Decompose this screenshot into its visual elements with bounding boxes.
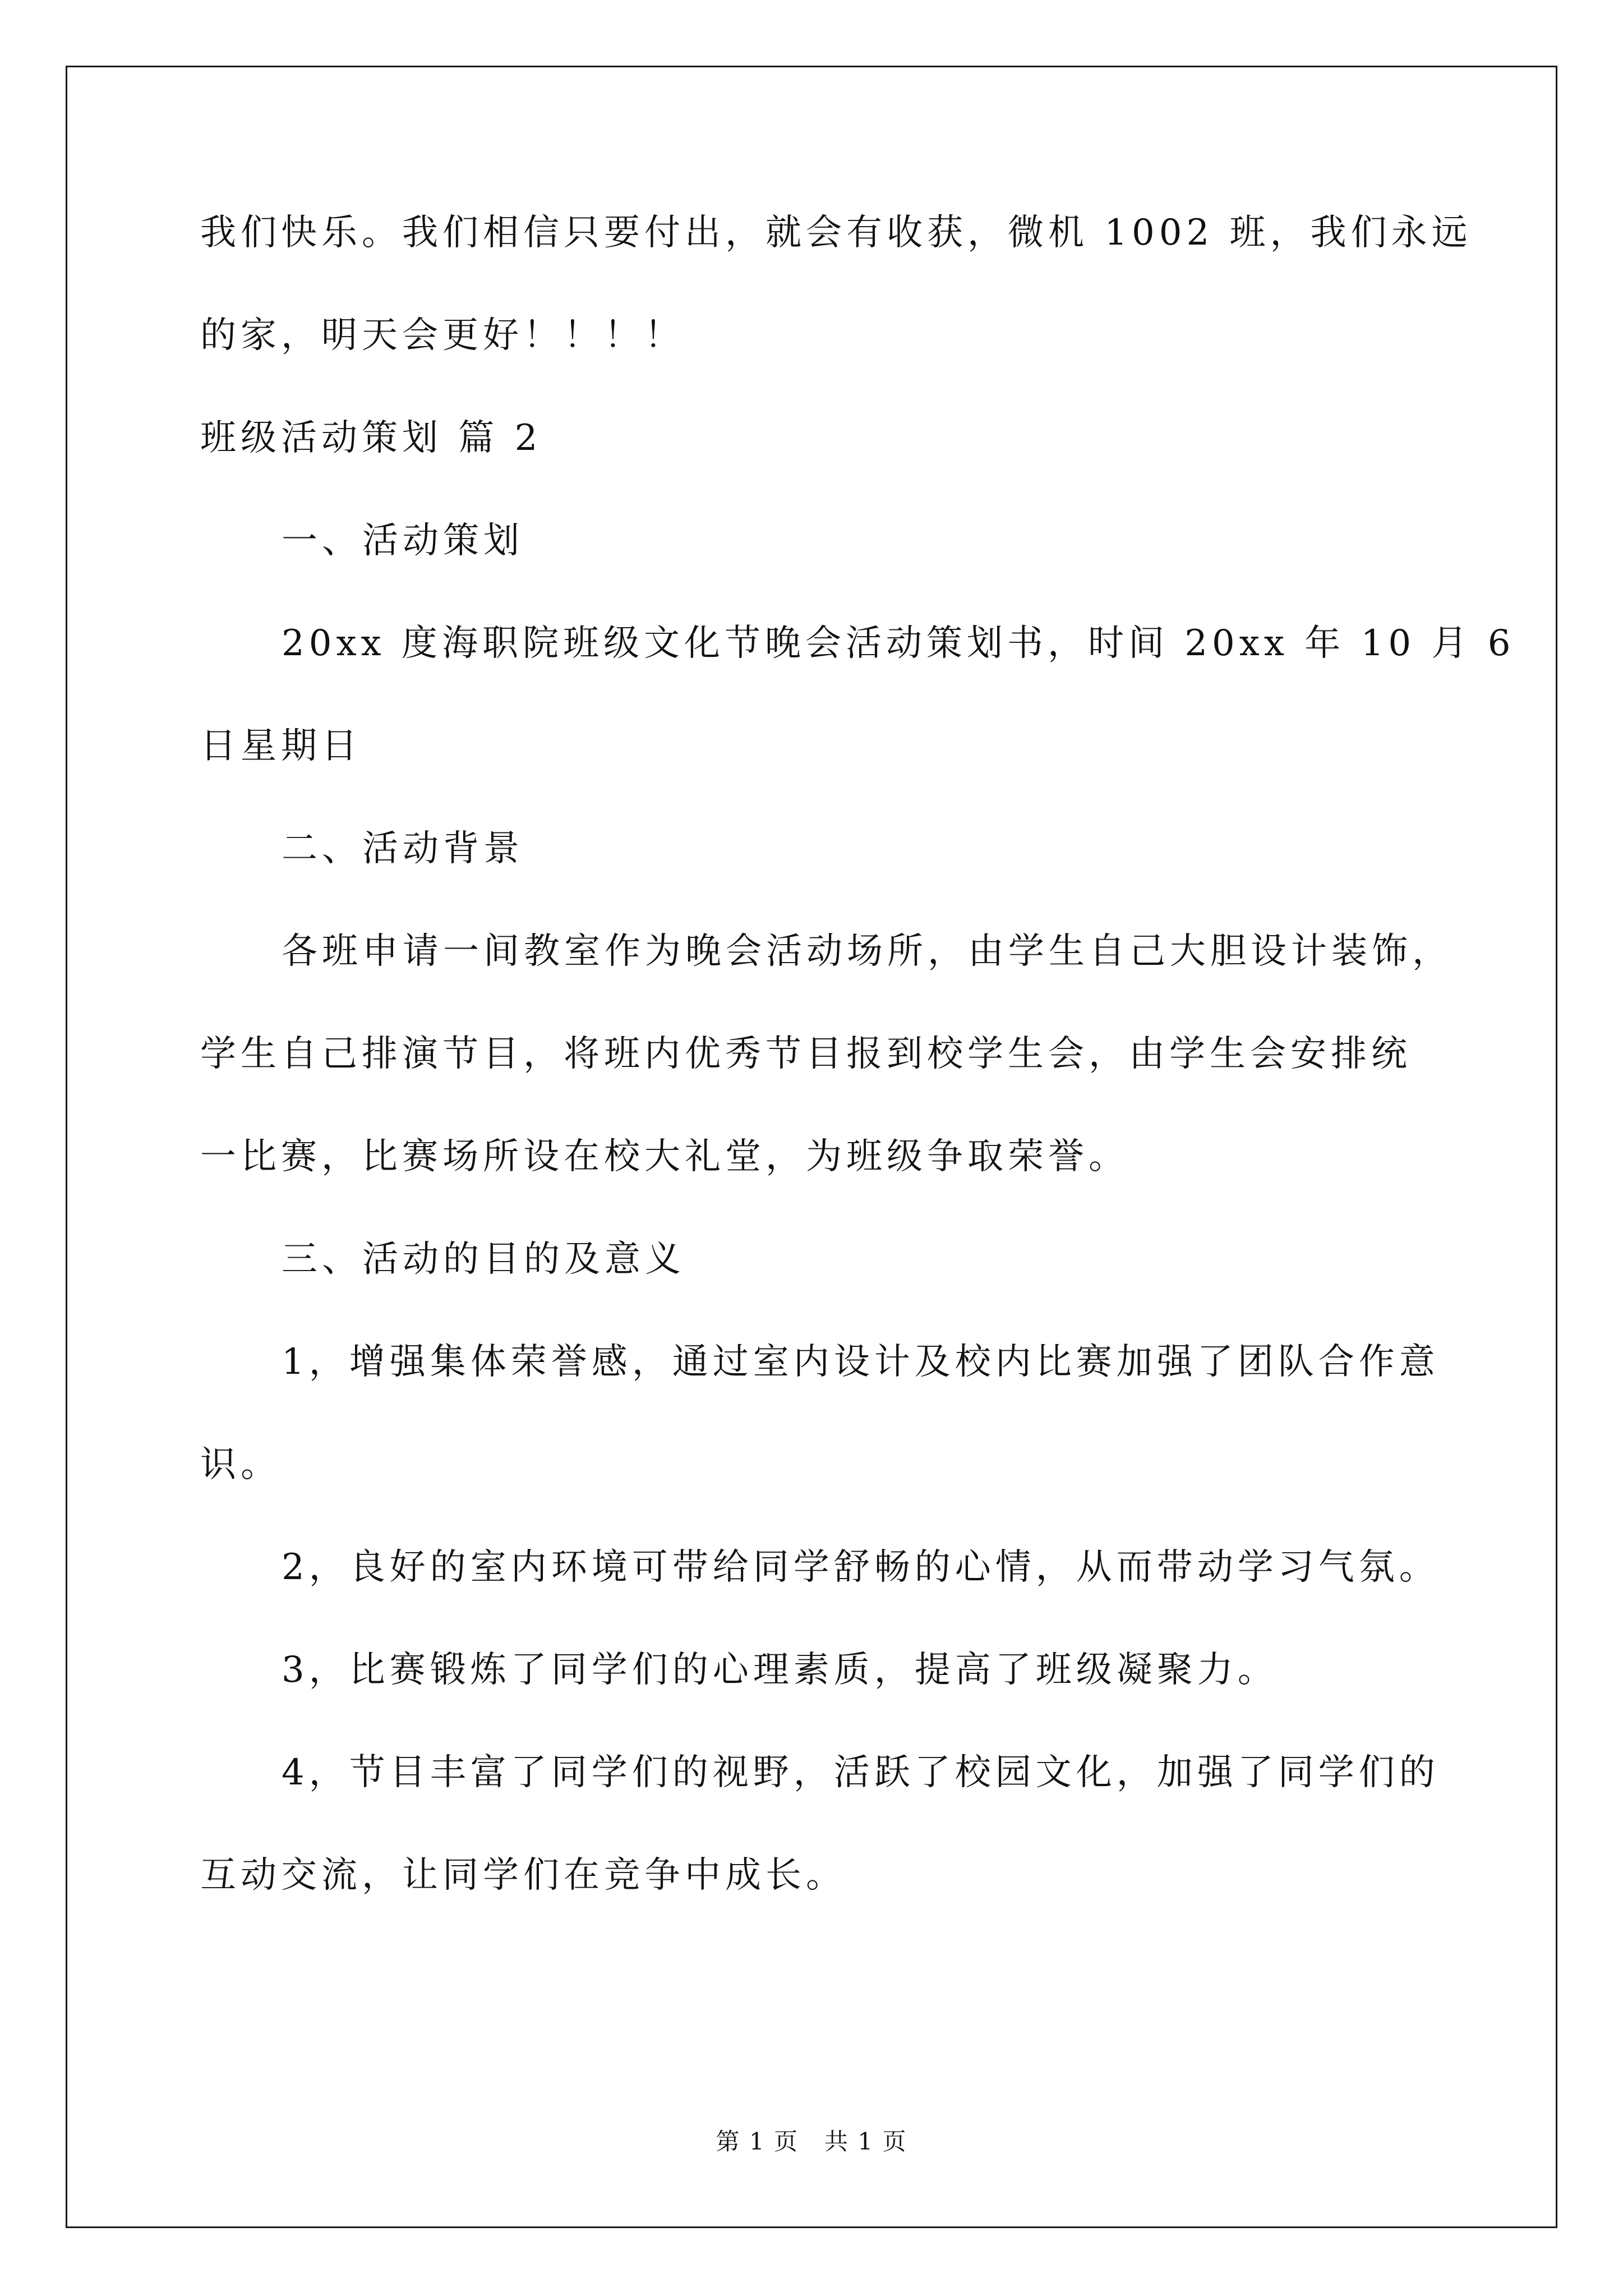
paragraph-line: 日星期日	[200, 725, 362, 767]
paragraph-line: 各班申请一间教室作为晚会活动场所，由学生自己大胆设计装饰，	[282, 931, 1453, 972]
paragraph-line: 的家，明天会更好！！！！	[200, 315, 685, 356]
paragraph-line: 20xx 度海职院班级文化节晚会活动策划书，时间 20xx 年 10 月 6	[282, 623, 1515, 664]
page-footer: 第 1 页 共 1 页	[716, 2128, 907, 2155]
list-item: 1，增强集体荣誉感，通过室内设计及校内比赛加强了团队合作意	[282, 1341, 1440, 1383]
list-item-continuation: 互动交流，让同学们在竞争中成长。	[200, 1855, 846, 1896]
list-item: 3，比赛锻炼了同学们的心理素质，提高了班级凝聚力。	[282, 1649, 1278, 1691]
list-item: 4，节目丰富了同学们的视野，活跃了校园文化，加强了同学们的	[282, 1752, 1440, 1793]
paragraph-line: 我们快乐。我们相信只要付出，就会有收获，微机 1002 班，我们永远	[200, 212, 1472, 254]
subsection-heading: 一、活动策划	[282, 520, 524, 562]
subsection-heading: 二、活动背景	[282, 828, 524, 869]
section-heading: 班级活动策划 篇 2	[200, 417, 542, 459]
paragraph-line: 学生自己排演节目，将班内优秀节目报到校学生会，由学生会安排统	[200, 1033, 1412, 1075]
list-item: 2，良好的室内环境可带给同学舒畅的心情，从而带动学习气氛。	[282, 1547, 1440, 1588]
subsection-heading: 三、活动的目的及意义	[282, 1239, 685, 1280]
list-item-continuation: 识。	[200, 1444, 281, 1485]
paragraph-line: 一比赛，比赛场所设在校大礼堂，为班级争取荣誉。	[200, 1136, 1129, 1177]
